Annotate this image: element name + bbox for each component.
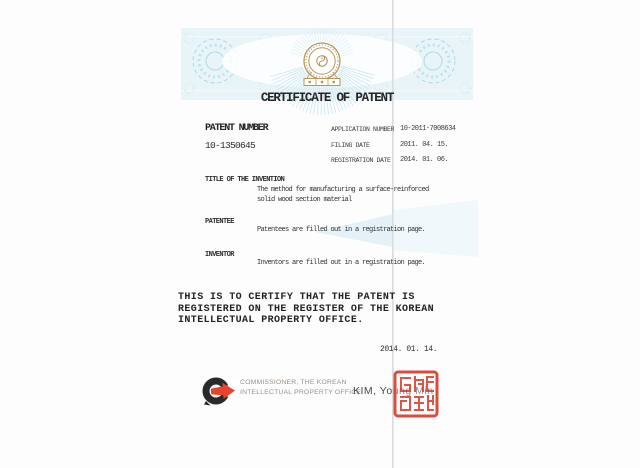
- statement-line-2: REGISTERED ON THE REGISTER OF THE KOREAN: [178, 303, 435, 315]
- issue-date: 2014. 01. 14.: [380, 345, 438, 354]
- registration-date-label: REGISTRATION DATE: [331, 157, 391, 164]
- filing-date-label: FILING DATE: [331, 142, 370, 149]
- filing-date-value: 2011. 04. 15.: [400, 141, 449, 149]
- red-seal-icon: [393, 370, 439, 418]
- certification-statement: [178, 292, 434, 327]
- inventor-value: Inventors are filled out in a registration page.: [257, 259, 426, 267]
- patent-number-label: PATENT NUMBER: [205, 123, 268, 134]
- certificate-title: CERTIFICATE OF PATENT: [260, 91, 394, 105]
- patent-number-value: 10-1350645: [205, 140, 256, 151]
- patentee-value: Patentees are filled out in a registration page.: [257, 226, 426, 234]
- invention-title-label: TITLE OF THE INVENTION: [205, 176, 285, 184]
- registration-date-value: 2014. 01. 06.: [400, 156, 449, 164]
- statement-line-3: INTELLECTUAL PROPERTY OFFICE.: [178, 315, 364, 327]
- org-line-1: COMMISSIONER, THE KOREAN: [240, 379, 347, 386]
- kipo-logo-icon: [201, 376, 239, 408]
- application-number-label: APPLICATION NUMBER: [331, 126, 395, 133]
- inventor-label: INVENTOR: [205, 251, 234, 259]
- statement-line-1: THIS IS TO CERTIFY THAT THE PATENT IS: [178, 292, 415, 303]
- patentee-label: PATENTEE: [205, 218, 234, 226]
- commissioner-org-text: [240, 378, 361, 399]
- invention-title-value: The method for manufacturing a surface-reinforced solid wood section material: [257, 186, 429, 204]
- org-line-2: INTELLECTUAL PROPERTY OFFICE: [240, 389, 362, 397]
- kipo-emblem-icon: [304, 43, 340, 86]
- application-number-value: 10-2011-7008634: [400, 125, 456, 133]
- commissioner-name: KIM, Young Min: [353, 385, 434, 397]
